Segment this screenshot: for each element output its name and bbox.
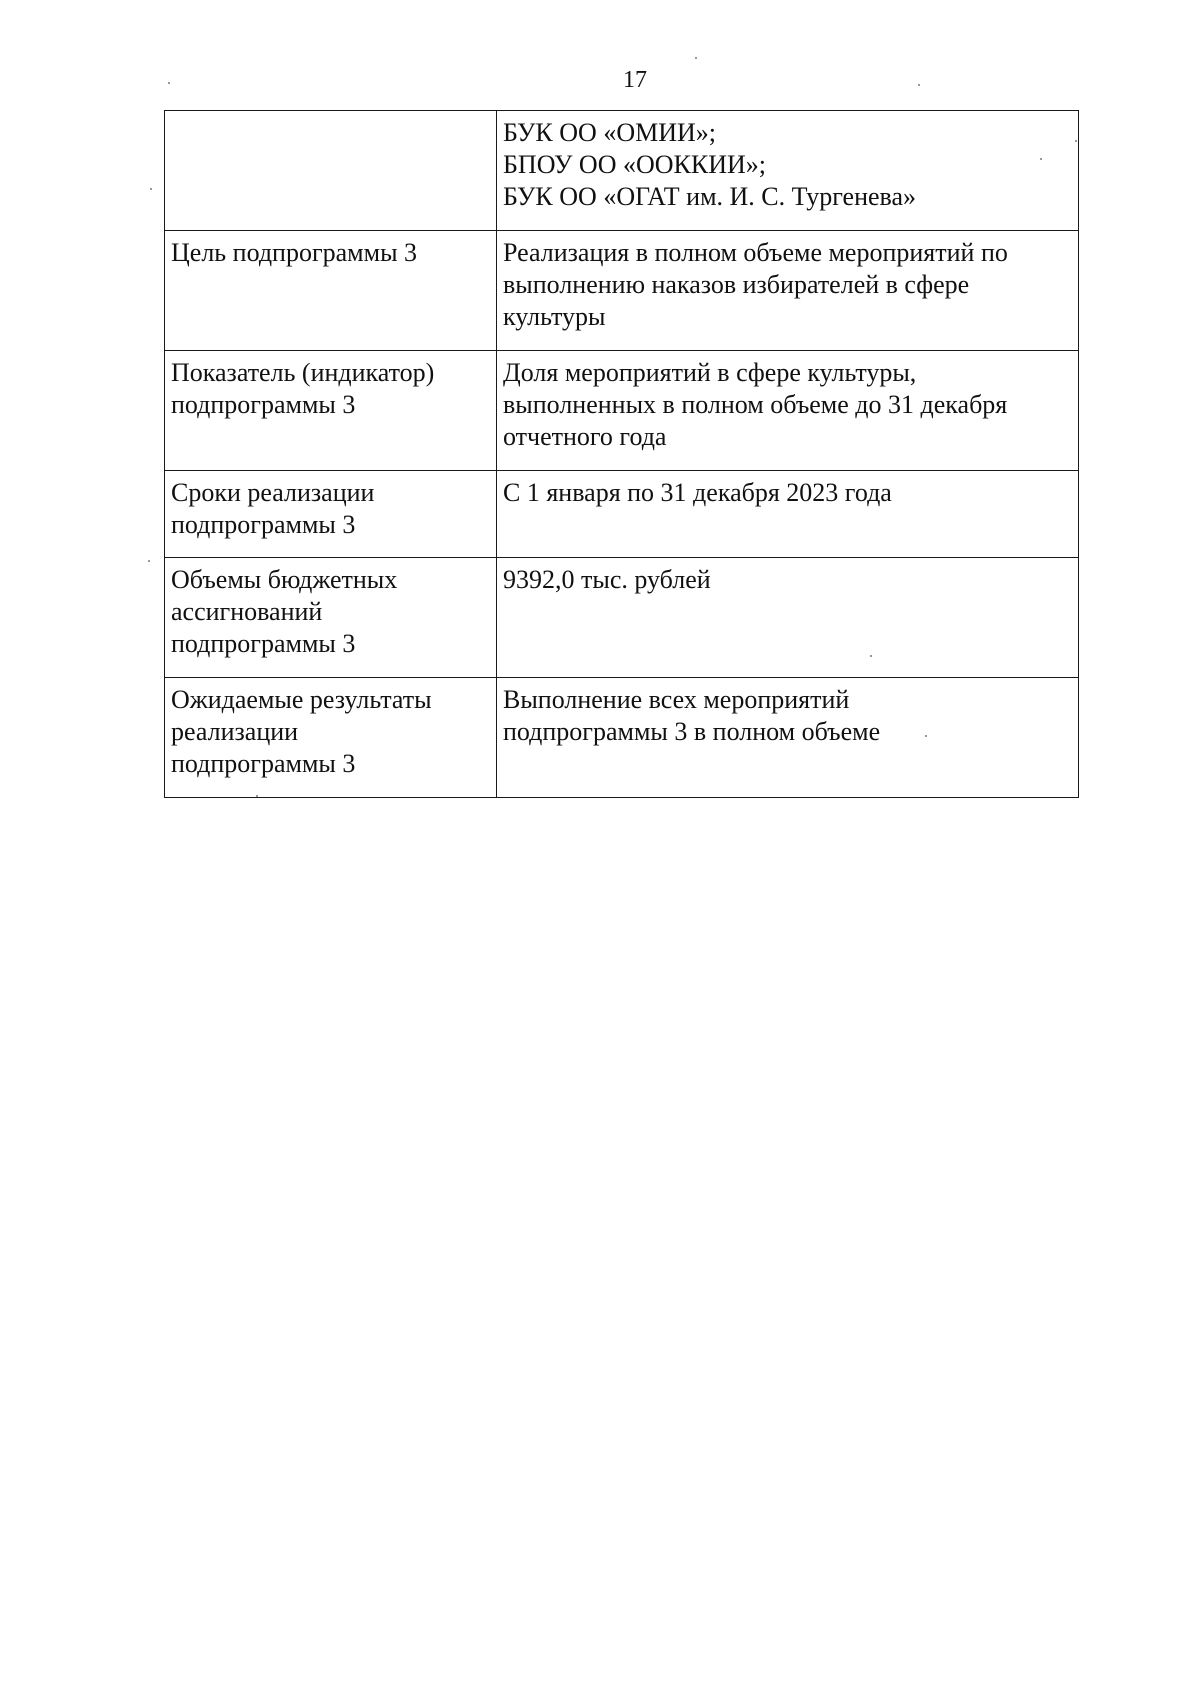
label-line: Цель подпрограммы 3 [171,238,418,267]
label-line: реализации [171,717,299,746]
value-line: отчетного года [503,422,667,451]
table-row [165,351,1079,471]
label-line: подпрограммы 3 [171,749,356,778]
label-line: Сроки реализации [171,478,375,507]
value-line: БУК ОО «ОМИИ»; [503,118,716,147]
label-cell [165,471,497,558]
table-row [165,471,1079,558]
scan-speckle [695,57,697,59]
value-line: БУК ОО «ОГАТ им. И. С. Тургенева» [503,182,917,211]
label-cell [165,231,497,351]
label-line: подпрограммы 3 [171,510,356,539]
value-cell [497,111,1079,231]
table-row [165,231,1079,351]
label-cell [165,111,497,231]
label-line: ассигнований [171,597,323,626]
label-line: Показатель (индикатор) [171,358,435,387]
page-number: 17 [623,67,647,93]
value-line: выполнению наказов избирателей в сфере [503,270,970,299]
value-line: подпрограммы 3 в полном объеме [503,717,881,746]
value-line: культуры [503,302,606,331]
scan-speckle [870,655,872,657]
scan-speckle [148,560,150,562]
label-cell [165,558,497,678]
value-cell [497,471,1079,558]
scan-speckle [256,795,258,797]
scan-speckle [1040,158,1042,160]
value-line: БПОУ ОО «ООККИИ»; [503,150,766,179]
scan-speckle [168,82,170,84]
table-row [165,678,1079,798]
value-cell [497,558,1079,678]
value-cell [497,231,1079,351]
table-row [165,111,1079,231]
value-line: Выполнение всех мероприятий [503,685,850,714]
value-line: выполненных в полном объеме до 31 декабря [503,390,1008,419]
table-row [165,558,1079,678]
label-cell [165,351,497,471]
scan-speckle [1075,140,1077,142]
value-line: 9392,0 тыс. рублей [503,565,711,594]
scan-speckle [918,84,920,86]
label-line: Объемы бюджетных [171,565,398,594]
scan-speckle [925,735,927,737]
label-line: подпрограммы 3 [171,629,356,658]
label-line: Ожидаемые результаты [171,685,432,714]
label-line: подпрограммы 3 [171,390,356,419]
value-cell [497,678,1079,798]
subprogram-passport-table [164,110,1079,798]
value-cell [497,351,1079,471]
value-line: С 1 января по 31 декабря 2023 года [503,478,892,507]
value-line: Реализация в полном объеме мероприятий по [503,238,1008,267]
scan-speckle [150,188,152,190]
value-line: Доля мероприятий в сфере культуры, [503,358,917,387]
label-cell [165,678,497,798]
